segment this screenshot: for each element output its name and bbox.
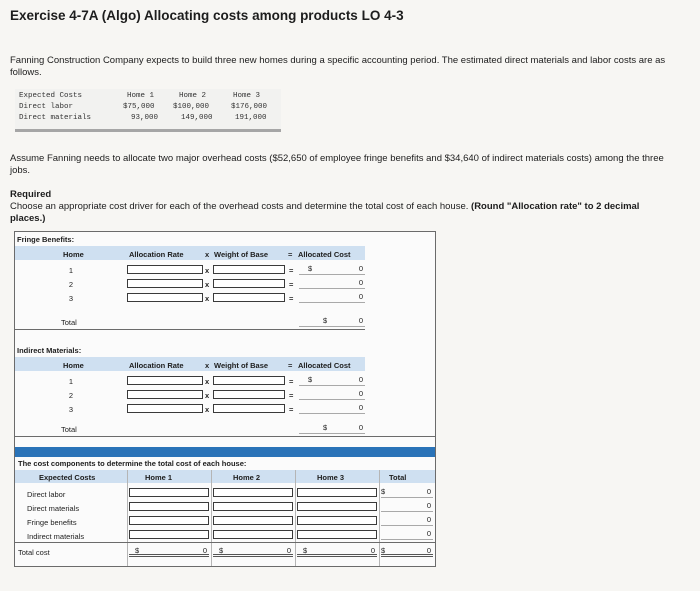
indirect-home-2: 2 bbox=[68, 391, 73, 400]
given-value: $75,000 bbox=[123, 103, 155, 111]
indirect-eq-2: = bbox=[289, 391, 294, 400]
total-cost-label: Total cost bbox=[18, 548, 50, 557]
components-row-label: Direct labor bbox=[27, 490, 66, 499]
fringe-rate-input-2[interactable] bbox=[127, 279, 203, 288]
total-value: 0 bbox=[426, 487, 431, 496]
total-value: 0 bbox=[286, 546, 291, 555]
total-value: 0 bbox=[370, 546, 375, 555]
h1-total-cost bbox=[129, 546, 209, 557]
given-header-expected: Expected Costs bbox=[19, 92, 83, 100]
total-fringe bbox=[381, 515, 433, 526]
given-value: 93,000 bbox=[131, 114, 159, 122]
total-value: 0 bbox=[426, 501, 431, 510]
fringe-total bbox=[299, 316, 365, 327]
fringe-home-2: 2 bbox=[68, 280, 73, 289]
h3-total-cost bbox=[297, 546, 377, 557]
required-text bbox=[10, 201, 670, 225]
components-band-top bbox=[15, 447, 435, 457]
indirect-x-2: x bbox=[205, 391, 210, 400]
given-label: Direct labor bbox=[19, 103, 74, 111]
h3-fringe-input[interactable] bbox=[297, 516, 377, 525]
indirect-weight-input-1[interactable] bbox=[213, 376, 285, 385]
indirect-alloc-2 bbox=[299, 389, 365, 400]
fringe-weight-input-1[interactable] bbox=[213, 265, 285, 274]
given-label: Direct materials bbox=[19, 114, 92, 122]
fringe-rate-input-1[interactable] bbox=[127, 265, 203, 274]
h2-total-cost bbox=[213, 546, 293, 557]
dollar-sign: $ bbox=[323, 316, 328, 325]
intro-text: Fanning Construction Company expects to build three new homes during a specific accounting period. The estimated direct materials and labor costs are as follows. bbox=[10, 55, 666, 78]
fringe-x-3: x bbox=[205, 294, 210, 303]
indirect-col-home: Home bbox=[63, 361, 84, 370]
dollar-sign: $ bbox=[381, 546, 386, 555]
total-materials bbox=[381, 501, 433, 512]
alloc-value: 0 bbox=[358, 389, 363, 398]
given-header-row bbox=[19, 92, 281, 102]
given-header-home2: Home 2 bbox=[179, 92, 207, 100]
given-value: $100,000 bbox=[173, 103, 210, 111]
components-col-home1: Home 1 bbox=[145, 473, 173, 482]
grand-total-cost bbox=[381, 546, 433, 557]
dollar-sign: $ bbox=[135, 546, 140, 555]
indirect-eq-1: = bbox=[289, 377, 294, 386]
total-value: 0 bbox=[358, 316, 363, 325]
dollar-sign: $ bbox=[308, 264, 313, 273]
fringe-col-home: Home bbox=[63, 250, 84, 259]
indirect-x-1: x bbox=[205, 377, 210, 386]
total-labor bbox=[381, 487, 433, 498]
components-row-label: Direct materials bbox=[27, 504, 80, 513]
given-row-labor bbox=[19, 103, 281, 113]
alloc-value: 0 bbox=[358, 403, 363, 412]
indirect-x-3: x bbox=[205, 405, 210, 414]
given-costs-table bbox=[15, 89, 281, 132]
h2-materials-input[interactable] bbox=[213, 502, 293, 511]
given-header-home3: Home 3 bbox=[233, 92, 261, 100]
fringe-alloc-2 bbox=[299, 278, 365, 289]
dollar-sign: $ bbox=[308, 375, 313, 384]
fringe-eq-3: = bbox=[289, 294, 294, 303]
total-value: 0 bbox=[426, 529, 431, 538]
total-value: 0 bbox=[426, 546, 431, 555]
fringe-weight-input-3[interactable] bbox=[213, 293, 285, 302]
components-col-home3: Home 3 bbox=[317, 473, 345, 482]
h2-labor-input[interactable] bbox=[213, 488, 293, 497]
worksheet bbox=[14, 231, 436, 567]
indirect-col-eq: = bbox=[288, 361, 293, 370]
indirect-col-x: x bbox=[205, 361, 210, 370]
indirect-col-rate: Allocation Rate bbox=[129, 361, 184, 370]
indirect-rate-input-2[interactable] bbox=[127, 390, 203, 399]
h1-fringe-input[interactable] bbox=[129, 516, 209, 525]
h3-labor-input[interactable] bbox=[297, 488, 377, 497]
indirect-home-1: 1 bbox=[68, 377, 73, 386]
dollar-sign: $ bbox=[323, 423, 328, 432]
fringe-weight-input-2[interactable] bbox=[213, 279, 285, 288]
fringe-col-eq: = bbox=[288, 250, 293, 259]
fringe-rate-input-3[interactable] bbox=[127, 293, 203, 302]
given-value: 149,000 bbox=[181, 114, 213, 122]
fringe-alloc-3 bbox=[299, 292, 365, 303]
fringe-alloc-1 bbox=[299, 264, 365, 275]
components-row-label: Indirect materials bbox=[27, 532, 85, 541]
fringe-divider bbox=[15, 329, 365, 330]
components-row-label: Fringe benefits bbox=[27, 518, 77, 527]
h2-indirect-input[interactable] bbox=[213, 530, 293, 539]
total-value: 0 bbox=[358, 423, 363, 432]
assume-text: Assume Fanning needs to allocate two major overhead costs ($52,650 of employee fringe benefits and $34,640 of indirect materials costs) among the three jobs. bbox=[10, 153, 664, 176]
fringe-x-2: x bbox=[205, 280, 210, 289]
given-value: $176,000 bbox=[231, 103, 268, 111]
indirect-col-weight: Weight of Base bbox=[214, 361, 269, 370]
dollar-sign: $ bbox=[303, 546, 308, 555]
page-title: Exercise 4-7A (Algo) Allocating costs among products LO 4-3 bbox=[10, 8, 404, 23]
dollar-sign: $ bbox=[381, 487, 386, 496]
grid-line bbox=[211, 470, 212, 566]
alloc-value: 0 bbox=[358, 278, 363, 287]
indirect-eq-3: = bbox=[289, 405, 294, 414]
fringe-x-1: x bbox=[205, 266, 210, 275]
h1-indirect-input[interactable] bbox=[129, 530, 209, 539]
indirect-divider bbox=[15, 436, 435, 437]
indirect-rate-input-3[interactable] bbox=[127, 404, 203, 413]
grid-line bbox=[379, 470, 380, 566]
total-value: 0 bbox=[202, 546, 207, 555]
h1-materials-input[interactable] bbox=[129, 502, 209, 511]
components-col-total: Total bbox=[389, 473, 407, 482]
alloc-value: 0 bbox=[358, 375, 363, 384]
given-value: 191,000 bbox=[235, 114, 267, 122]
fringe-col-rate: Allocation Rate bbox=[129, 250, 184, 259]
components-title: The cost components to determine the total cost of each house: bbox=[18, 459, 247, 468]
fringe-col-x: x bbox=[205, 250, 210, 259]
grid-line bbox=[295, 470, 296, 566]
total-value: 0 bbox=[426, 515, 431, 524]
total-row-divider bbox=[15, 542, 435, 543]
indirect-alloc-1 bbox=[299, 375, 365, 386]
fringe-title: Fringe Benefits: bbox=[17, 235, 75, 244]
indirect-total bbox=[299, 423, 365, 434]
h3-materials-input[interactable] bbox=[297, 502, 377, 511]
indirect-home-3: 3 bbox=[68, 405, 73, 414]
given-row-materials bbox=[19, 114, 281, 124]
total-indirect bbox=[381, 529, 433, 540]
fringe-total-label: Total bbox=[61, 318, 77, 327]
rounding-note: (Round "Allocation rate" to 2 decimal places.) bbox=[10, 201, 640, 224]
indirect-weight-input-3[interactable] bbox=[213, 404, 285, 413]
given-header-home1: Home 1 bbox=[127, 92, 155, 100]
fringe-col-weight: Weight of Base bbox=[214, 250, 269, 259]
fringe-home-1: 1 bbox=[68, 266, 73, 275]
indirect-total-label: Total bbox=[61, 425, 77, 434]
grid-line bbox=[127, 470, 128, 566]
components-col-expected: Expected Costs bbox=[39, 473, 96, 482]
dollar-sign: $ bbox=[219, 546, 224, 555]
required-instruction: Choose an appropriate cost driver for each of the overhead costs and determine the total cost of each house. bbox=[10, 201, 469, 212]
h2-fringe-input[interactable] bbox=[213, 516, 293, 525]
fringe-col-alloc: Allocated Cost bbox=[298, 250, 351, 259]
h3-indirect-input[interactable] bbox=[297, 530, 377, 539]
components-col-home2: Home 2 bbox=[233, 473, 261, 482]
indirect-weight-input-2[interactable] bbox=[213, 390, 285, 399]
required-heading: Required bbox=[10, 189, 52, 200]
fringe-eq-2: = bbox=[289, 280, 294, 289]
alloc-value: 0 bbox=[358, 292, 363, 301]
indirect-alloc-3 bbox=[299, 403, 365, 414]
indirect-title: Indirect Materials: bbox=[17, 346, 82, 355]
indirect-col-alloc: Allocated Cost bbox=[298, 361, 351, 370]
indirect-rate-input-1[interactable] bbox=[127, 376, 203, 385]
alloc-value: 0 bbox=[358, 264, 363, 273]
fringe-eq-1: = bbox=[289, 266, 294, 275]
h1-labor-input[interactable] bbox=[129, 488, 209, 497]
fringe-home-3: 3 bbox=[68, 294, 73, 303]
